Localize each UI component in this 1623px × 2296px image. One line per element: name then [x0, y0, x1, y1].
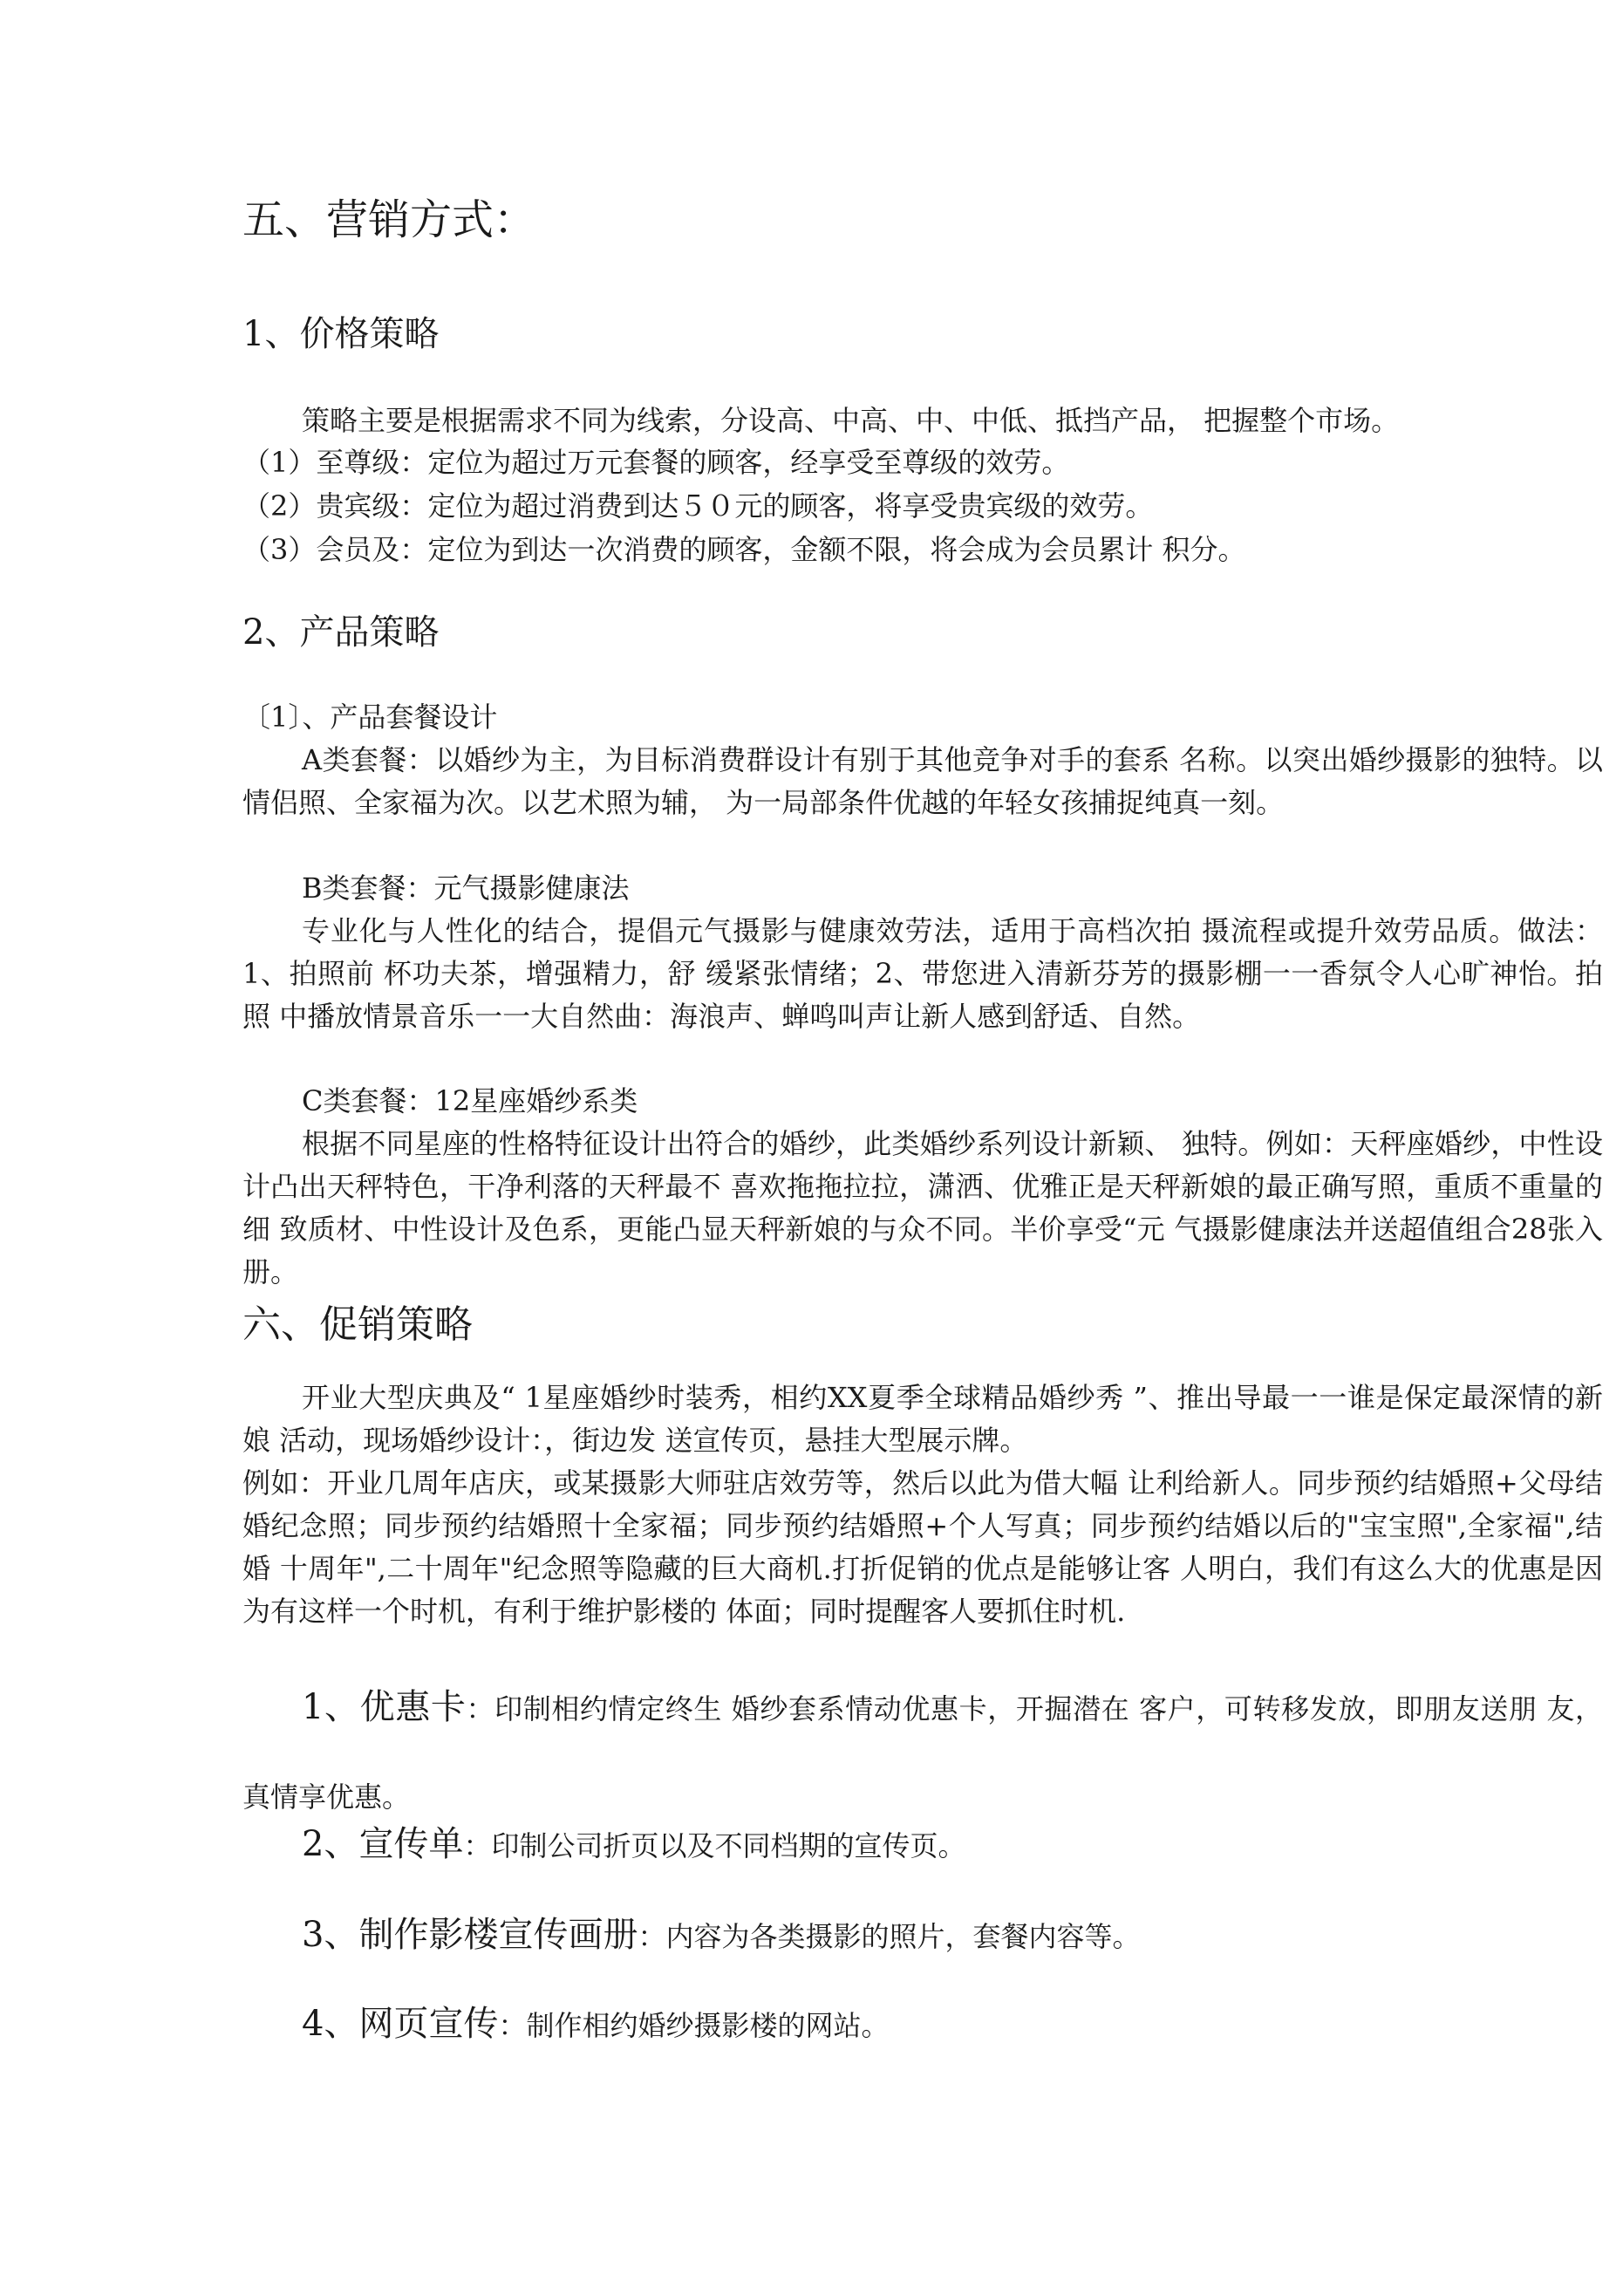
- heading-product-strategy: 2、产品策略: [242, 612, 440, 653]
- price-level-2: （2）贵宾级：定位为超过消费到达５０元的顾客，将享受贵宾级的效劳。: [242, 489, 1154, 523]
- promo-item-text: ：内容为各类摄影的照片，套餐内容等。: [638, 1920, 1141, 1953]
- promo-item-website: [302, 1999, 889, 2050]
- promo-item-flyer: [302, 1820, 965, 1870]
- promotion-paragraph-2: 例如：开业几周年店庆，或某摄影大师驻店效劳等，然后以此为借大幅 让利给新人。同步预约结婚照+父母结婚纪念照；同步预约结婚照十全家福；同步预约结婚照+个人写真；同步预约结婚以后的"宝宝照",全家福",结婚 十周年",二十周年"纪念照等隐藏的巨大商机.打折促销的优点是能够让客 人明白，我们有这么大的优惠是因为有这样一个时机，有利于维护影楼的 体面；同时提醒客人要抓住时机.: [242, 1466, 1603, 1628]
- promo-item-lead: 3、制作影楼宣传画册: [302, 1915, 638, 1955]
- price-intro: 策略主要是根据需求不同为线索，分设高、中高、中、中低、抵挡产品， 把握整个市场。: [302, 404, 1400, 437]
- section-title-marketing: 五、营销方式：: [242, 195, 536, 244]
- price-level-1: （1）至尊级：定位为超过万元套餐的顾客，经享受至尊级的效劳。: [242, 446, 1070, 479]
- price-level-3: （3）会员及：定位为到达一次消费的顾客，金额不限，将会成为会员累计 积分。: [242, 533, 1246, 566]
- section-title-promotion: 六、促销策略: [242, 1302, 473, 1347]
- package-a-paragraph: A类套餐：以婚纱为主，为目标消费群设计有别于其他竞争对手的套系 名称。以突出婚纱摄影的独特。以情侣照、全家福为次。以艺术照为辅， 为一局部条件优越的年轻女孩捕捉纯真一刻。: [242, 743, 1603, 819]
- promo-item-text: ：制作相约婚纱摄影楼的网站。: [498, 2009, 890, 2042]
- promo-item-discount-card: [242, 1664, 1603, 1842]
- heading-price-strategy: 1、价格策略: [242, 314, 440, 354]
- promotion-paragraph-1: 开业大型庆典及“ 1星座婚纱时装秀，相约XX夏季全球精品婚纱秀 ”、推出导最一一谁是保定最深情的新娘 活动，现场婚纱设计：，街边发 送宣传页，悬挂大型展示牌。: [242, 1381, 1603, 1457]
- package-b-paragraph: 专业化与人性化的结合，提倡元气摄影与健康效劳法，适用于高档次拍 摄流程或提升效劳品质。做法：1、拍照前 杯功夫茶，增强精力，舒 缓紧张情绪；2、带您进入清新芬芳的摄影棚一一香氛令人心旷神怡。拍照 中播放情景音乐一一大自然曲：海浪声、蝉鸣叫声让新人感到舒适、自然。: [242, 914, 1603, 1033]
- promo-item-lead: 1、优惠卡: [302, 1687, 467, 1727]
- package-c-paragraph: 根据不同星座的性格特征设计出符合的婚纱，此类婚纱系列设计新颖、 独特。例如：天秤座婚纱，中性设计凸出天秤特色，干净利落的天秤最不 喜欢拖拖拉拉，潇洒、优雅正是天秤新娘的最正确写照，重质不重量的细 致质材、中性设计及色系，更能凸显天秤新娘的与众不同。半价享受“元 气摄影健康法并送超值组合28张入册。: [242, 1127, 1603, 1288]
- product-package-subheading: 〔1〕、产品套餐设计: [242, 700, 498, 734]
- package-c-title: C类套餐：12星座婚纱系类: [302, 1084, 638, 1117]
- promo-item-lead: 4、网页宣传: [302, 2004, 499, 2044]
- package-b-title: B类套餐：元气摄影健康法: [302, 871, 630, 905]
- promo-item-brochure: [302, 1910, 1140, 1961]
- promo-item-lead: 2、宣传单: [302, 1824, 464, 1864]
- promo-item-text: ：印制公司折页以及不同档期的宣传页。: [463, 1829, 966, 1862]
- promo-item-text: ：印制相约情定终生 婚纱套系情动优惠卡，开掘潜在 客户，可转移发放，即朋友送朋 友，真情享优惠。: [242, 1692, 1603, 1814]
